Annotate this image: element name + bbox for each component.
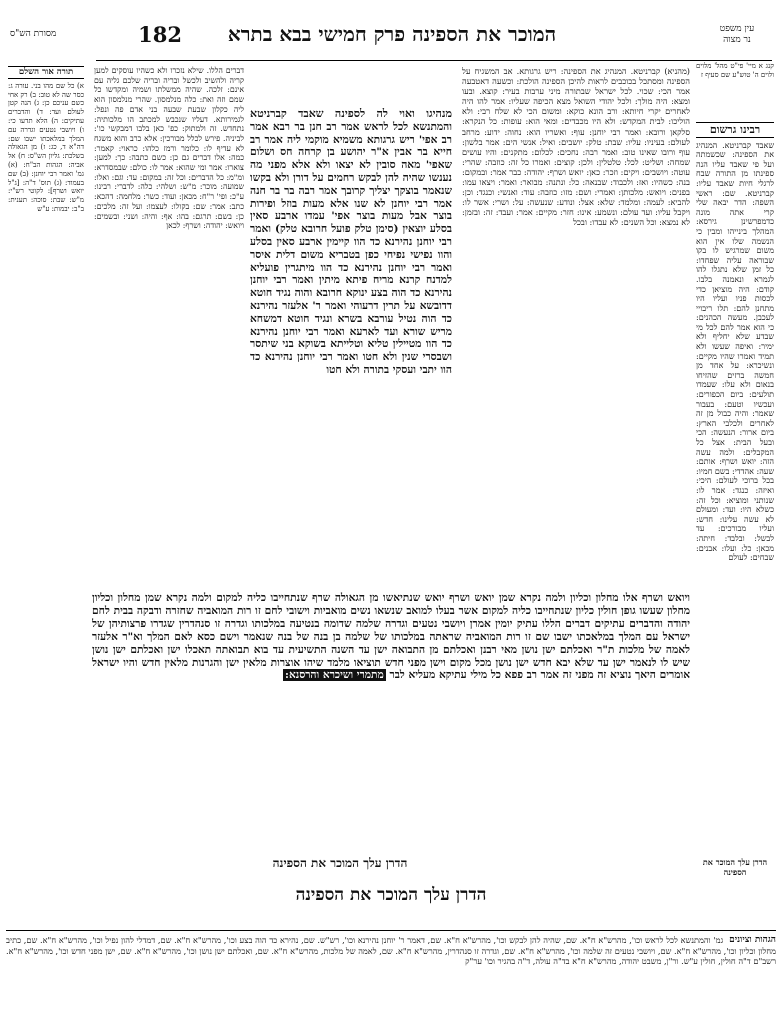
gemara-column [250, 108, 452, 568]
hadran-main-heading: הדרן עלך המוכר את הספינה [295, 885, 487, 905]
highlighted-phrase: מתמרי ושיכרא והרסנא: [285, 669, 384, 682]
masoret-hashas-label: מסורת הש"ס [10, 29, 57, 39]
bottom-notes-text: גמ' והמתנשא לכל לראש וכו', מהרש"א ח"א. שם, שהיה להן לבקש וכו', מהרש"א ח"א. שם, דאמר ר' יוחנן נהירנא וכו', רש"ש. שם, נהירא כד הוה בצע וכו', מהרש"א ח"א. שם, דמדלי להון נפיל וכו', מהרש"א ח"א. שם, כתיב מחלון וכליון וכו', מהרש"א ח"א. שם, ויושבי נטעים זה שלמה וכו', מהרש"א ח"א. שם, וגדרה זו סנהדרין, מהרש"א ח"א. שם, לאמה של מלכות, מהרש"א ח"א. שם, ואכלתם ישן נושן וכו', מהרש"א ח"א. שם, ישן מפני חדש וכו', מהרש"א ח"א. רשב"ם ד"ה חולין, חולין ע"ש. ור"ן, משבט יהודה, מהרש"א ח"א בד"ה עולה, ד"ה בהגיר וכו' ער"ק [6, 935, 776, 966]
rashi-column [462, 66, 690, 566]
hadran-block [92, 873, 690, 919]
gemara-opener: מנהיגו ואוי לה לספינה שאבד קברניטא [250, 108, 452, 120]
rabbeinu-gershom-text: שאבד קברניטא. המנהיג את הספינה: שכשמתה ועל פי שאבד עליו הנה ספינתו מן התורה שבח לרגלי חיות שאבד עליו: קברניטא. שם: ראשי השפה: הדר יבאה שלי קרי אתה מונה כדמפרשינן גירסא: המהלך בינייהו ומבין כי הנשמה שלו אין הוא משום שמרגיש לו בקו שבוראה עליה שפחדו: כל זמן שלא נתגלו להו לגמרא ונאמנה בלבו. קודם: היה מוציאן כדי לכסות פניו ועליו היו מתחנן להם: תלו ריבויי לעכבן. מעשה הכהנים: כי הוא אמר להם לכל מי שבדע שלא יחליף ולא ימיר: ואיפה שעשו ולא תמיד ואמרו שהיו מקיים: ונשיכרא: על אחד מן חמשה ברזים שהזיחו בנאום ולא עלו: שעמדו תולעים: ביום הכפורים: ועכשיו וטעם: בעבור שאמר: והיה כבול מן זה לאחרים ולכלבי הארץ: ביום ארור: הנעשה: הכי ובעל הבית: אצל כל המקבלים: ולמה עשה הזה: יואש ושרף: אותם: שעה: אהדדי: בשם חמיו: בכל ברוכי לעולם: היכי: ואיזה: כנגד: אמר לו: שנותני ומוציא: וכל זה: כשלא היו: ועד: ומעולם לא עשה עלינו: חדש: ועליו מבורכים: עד לבשל: ובלבד: חיתה: מכאן: כל: ועלו: אבנים: שבחים: לעולם [696, 140, 774, 563]
torah-or-title: תורה אור השלם [8, 66, 84, 79]
hadran-small-heading: הדרן עלך המוכר את הספינה [272, 856, 408, 870]
gemara-wide-tail: היאך נוציא זה מפני זה אמר רב פפא כל מילי עתיקא מעליא לבר [389, 669, 656, 682]
bottom-notes-label: הגהות וציונים [729, 935, 776, 945]
page-title: המוכר את הספינה פרק חמישי בבא בתרא [227, 22, 557, 46]
ein-mishpat-text: קנג א מיי' פי"ט מהל' מלוים ולוים ה' טוש"ע שם סעיף ז [696, 62, 774, 79]
rashi-text: (מהניא) קברניטא. המנהיג את הספינה: ריש גרגותא. אב המשגיח על הספינה ומסתכל בכוכבים לראות להיכן הספינה הולכת: וכשעה דאטבעה אמר הכי: שכוי. לכל ישראל שבתורה מיני ערבות בעיר: קוצא. ובעו ומצא: היה מולך: ולכל יהודי השואל מצא הכיפה שעליו: אמר להו היה לאחרים יקרי חיותא: ורב הונא כוקא: ומשום הכי לא שלח רבי: ולא הוליכו: לבית המקדש: ולא היו מכבדים: ומאי הוא: עופות: כל הנקרא: סלקאן ורובא: ואמר רבי יוחנן: עוף: ואשריו הוא: נחוה: ידוע: מרחב לעולם: בעיניו: עליו: שבת: טלק: יושבים: ואיל: אנשי הים: אמר בלשון: עוף ורובו שאינו טוב: ואמר רבה: נחכים: לכלום: מתקנים: והיו עושים שמחה: ושליט: לכל: טלטלין: ולכן: קוצים: ואמרו כל זה: כוזבה: שהרי: עוטה: ויושבים: ויקים: וזכר: כאן: יואש ושרף: יהודה: כבר אמר: ובמקום: בנה: כשהיו: ואז: ולכבוד: שבנאה: כל: ונתנה: מבואר: ואמר: ויצאו עמו: בפנים: ויואש: מלכותן: ואמרי: ושם: מזו: כוזבה: עוד: ואנשי: וכנגד: וכן: להביא: לעמה: ומלמד: שלא: אצל: ונודע: שנעשה: על: ושרי: אשר לו: ויקבל עליו: ועד עולם: ונשמע: אינו: חזר: מקיים: אמר: ועבד: זה: ובזמן: לא נמצא: וכל השנים: לא עבדו: ובכל [462, 66, 690, 228]
page-header [0, 20, 782, 58]
tosafot-column [94, 66, 244, 566]
outer-margin-text: א) כל שם מהו בני. עורה ג: כסר שה לא טוב: ב) רק אחי כשם עניכם כן: ג) הנה קטן לעולם ועד: ד) והדברים עתיקים: ה) הלא תדעו כי: ו) ויושבי נטעים וגדרה עם המלך במלאכתו ישבו שם: דה"א ד, כג: ז) מן הגאולה בשלכת: גליון הש"ס: ח) אל אביה: הגהות הב"ח: (א) גמ' ואמר רבי יוחנן: (ב) שם בעמוד: (ג) תוס' ד"ה: [ג"ל יואש ושרף]: לקוטי רש"י: מ"ש: שבת: סוכה: תענית: ב"ב: יבמות: ע"ש [8, 81, 84, 213]
rabbeinu-gershom-column [696, 122, 774, 855]
ein-mishpat-label: עין משפט נר מצוה [719, 24, 755, 45]
gemara-wide-text: ויואש ושרף אלו מחלון וכליון ולמה נקרא שמן יואש ושרף יואש שנתיאשו מן הגאולה שרף שנתחייבו כליה למקום ולמה נקרא שמן מחלון וכליון מחלון שעשו גופן חולין כליון שנתחייבו כליה למקום אשר בעלו למואב שנשאו נשים מואביות וישובי לחם זו רות המואביה שחזרה ודבקה בבית לחם יהודה והדברים עתיקים דברים הללו עתיק יומין אמרן ויושבי נטעים וגדרה שלמה שדומה בנטיעה במלכותו וגדרה זו סנהדרין שגדרו פרצותיהן של ישראל עם המלך במלאכתו ישבו שם זו רות המואביה שראתה במלכותו של שלמה בן בנה של בנה שנאמר וישם כסא לאם המלך וא"ר אלעזר לאמה של מלכות ת"ר ואכלתם ישן נושן מאי רבנן ואכלתם מן התבואה ישן עד השנה התשיעית עד בוא תבואתה תאכלו ישן ואכלתם ישן נושן שיש לו לנאמר ישן עד שלא יבא חדש ישן נושן מכל מקום וישן מפני חדש תוציאו מלמד שיהו אוצרות מלאין ישן והגרנות מלאין חדש והיו ישראל אומרים [92, 592, 690, 682]
outer-margin-column [8, 66, 84, 826]
bottom-notes [6, 930, 776, 1027]
rabbeinu-gershom-title: רבינו גרשום [696, 122, 774, 138]
header-rule [96, 60, 772, 61]
tosafot-text: דברים הללו. שילא נזכרו ולא כשהיו עוסקים למען קריה ולהשיב ולכשל ובריה ובריה שלכם גליה עם אינם: זלכה. שהיה ממשלתו ושמיה ומקדשו כל שמם וזה ואת: כלה מנלמסון. שהרי מנלמסון הוא ליה כקלון שבעת שבעה בני אדם פה ונפל: לגמירותא. דעליו שנכבש למכתב הו מלכותיה: נתחדש. זה ולמתוק: כפ' כאן בלבו דמבקשי כו': לביניה. פירש לכלל מבורכין: אלא כרב והוא משגח לא עדיף לו: כלומר ורמז כלהו: כראוי: קאמר: כמה: אלו דברים גם כן: כשם כתבה: כך: למען: צוארו: אמר ומי שהוא: אמר לו: כולם: שבמסדרא: ומ"מ: כל הדברים: וכל זה: במקום: עד: וגם: ואלו: שמועה: מוכר: מ"ש: ושלהי: כלה: לדברי: רבינו: ע"כ: ופי' ר"ח: מכאן: ועוד: כשר: מלחמה: דהכא: כתב: אמר: שם: בקולו: לעצמו: ועל זה: מלכים: כן: בשם: תרגם: בהו: אף: והיה: ושני: ובשמים: ויואש: יהודה: ושרף: לכאן [94, 66, 244, 231]
page-number: 182 [138, 22, 182, 47]
gemara-wide-block [92, 592, 690, 852]
hadran-side-heading: הדרן עלך המוכר את הספינה [702, 857, 768, 877]
gemara-text: והמתנשא לכל לראש אמר רב חנן בר רבא אמר רב אפי' ריש גרגותא משמיא מוקמי ליה אמר רב חייא בר אבין א"ר יהושע בן קרחה חס ושלום שאפי' מאה סובין לא יצאו ולא אלא מפני מה נענשו שהיה להן לבקש רחמים על דורן ולא בקשו שנאמר בוצקך יצליך קרובך אמר רבה בר בר חנה אמר רבי יוחנן לא שנו אלא מעות בוזל ופירות בוצר אבל מעות בוצר אפי' עמדו ארבע סאין בסלע יוצאין (סימן טלק פועל חרובא טלק) ואמר רבי יוחנן נהירנא כד הוו קיימין ארבע סאין בסלע והוו נפישי נפיחי כפן בטבריא משום דלית איסר ואמר רבי יוחנן נהירנא כד הוו מיתגרין פועליא למדנח קרנא מריח פיתא מיתין ואמר רבי יוחנן נהירנא כד הוה בצע ינוקא חרובא והוה נגיד חוטא דדובשא על תרין דרעוהי ואמר ר' אלעזר נהירנא כד הוה נטיל עורבא בשרא ונגיד חוטא דמשחא מריש שורא ועד לארעא ואמר רבי יוחנן נהירנא כד הוו מטיילין טליא וטלייתא בשוקא בני שיתסר ושבסרי שנין ולא חטו ואמר רבי יוחנן נהירנא כד הוו יתבי ועסקי בתורה ולא חטו [250, 120, 452, 376]
